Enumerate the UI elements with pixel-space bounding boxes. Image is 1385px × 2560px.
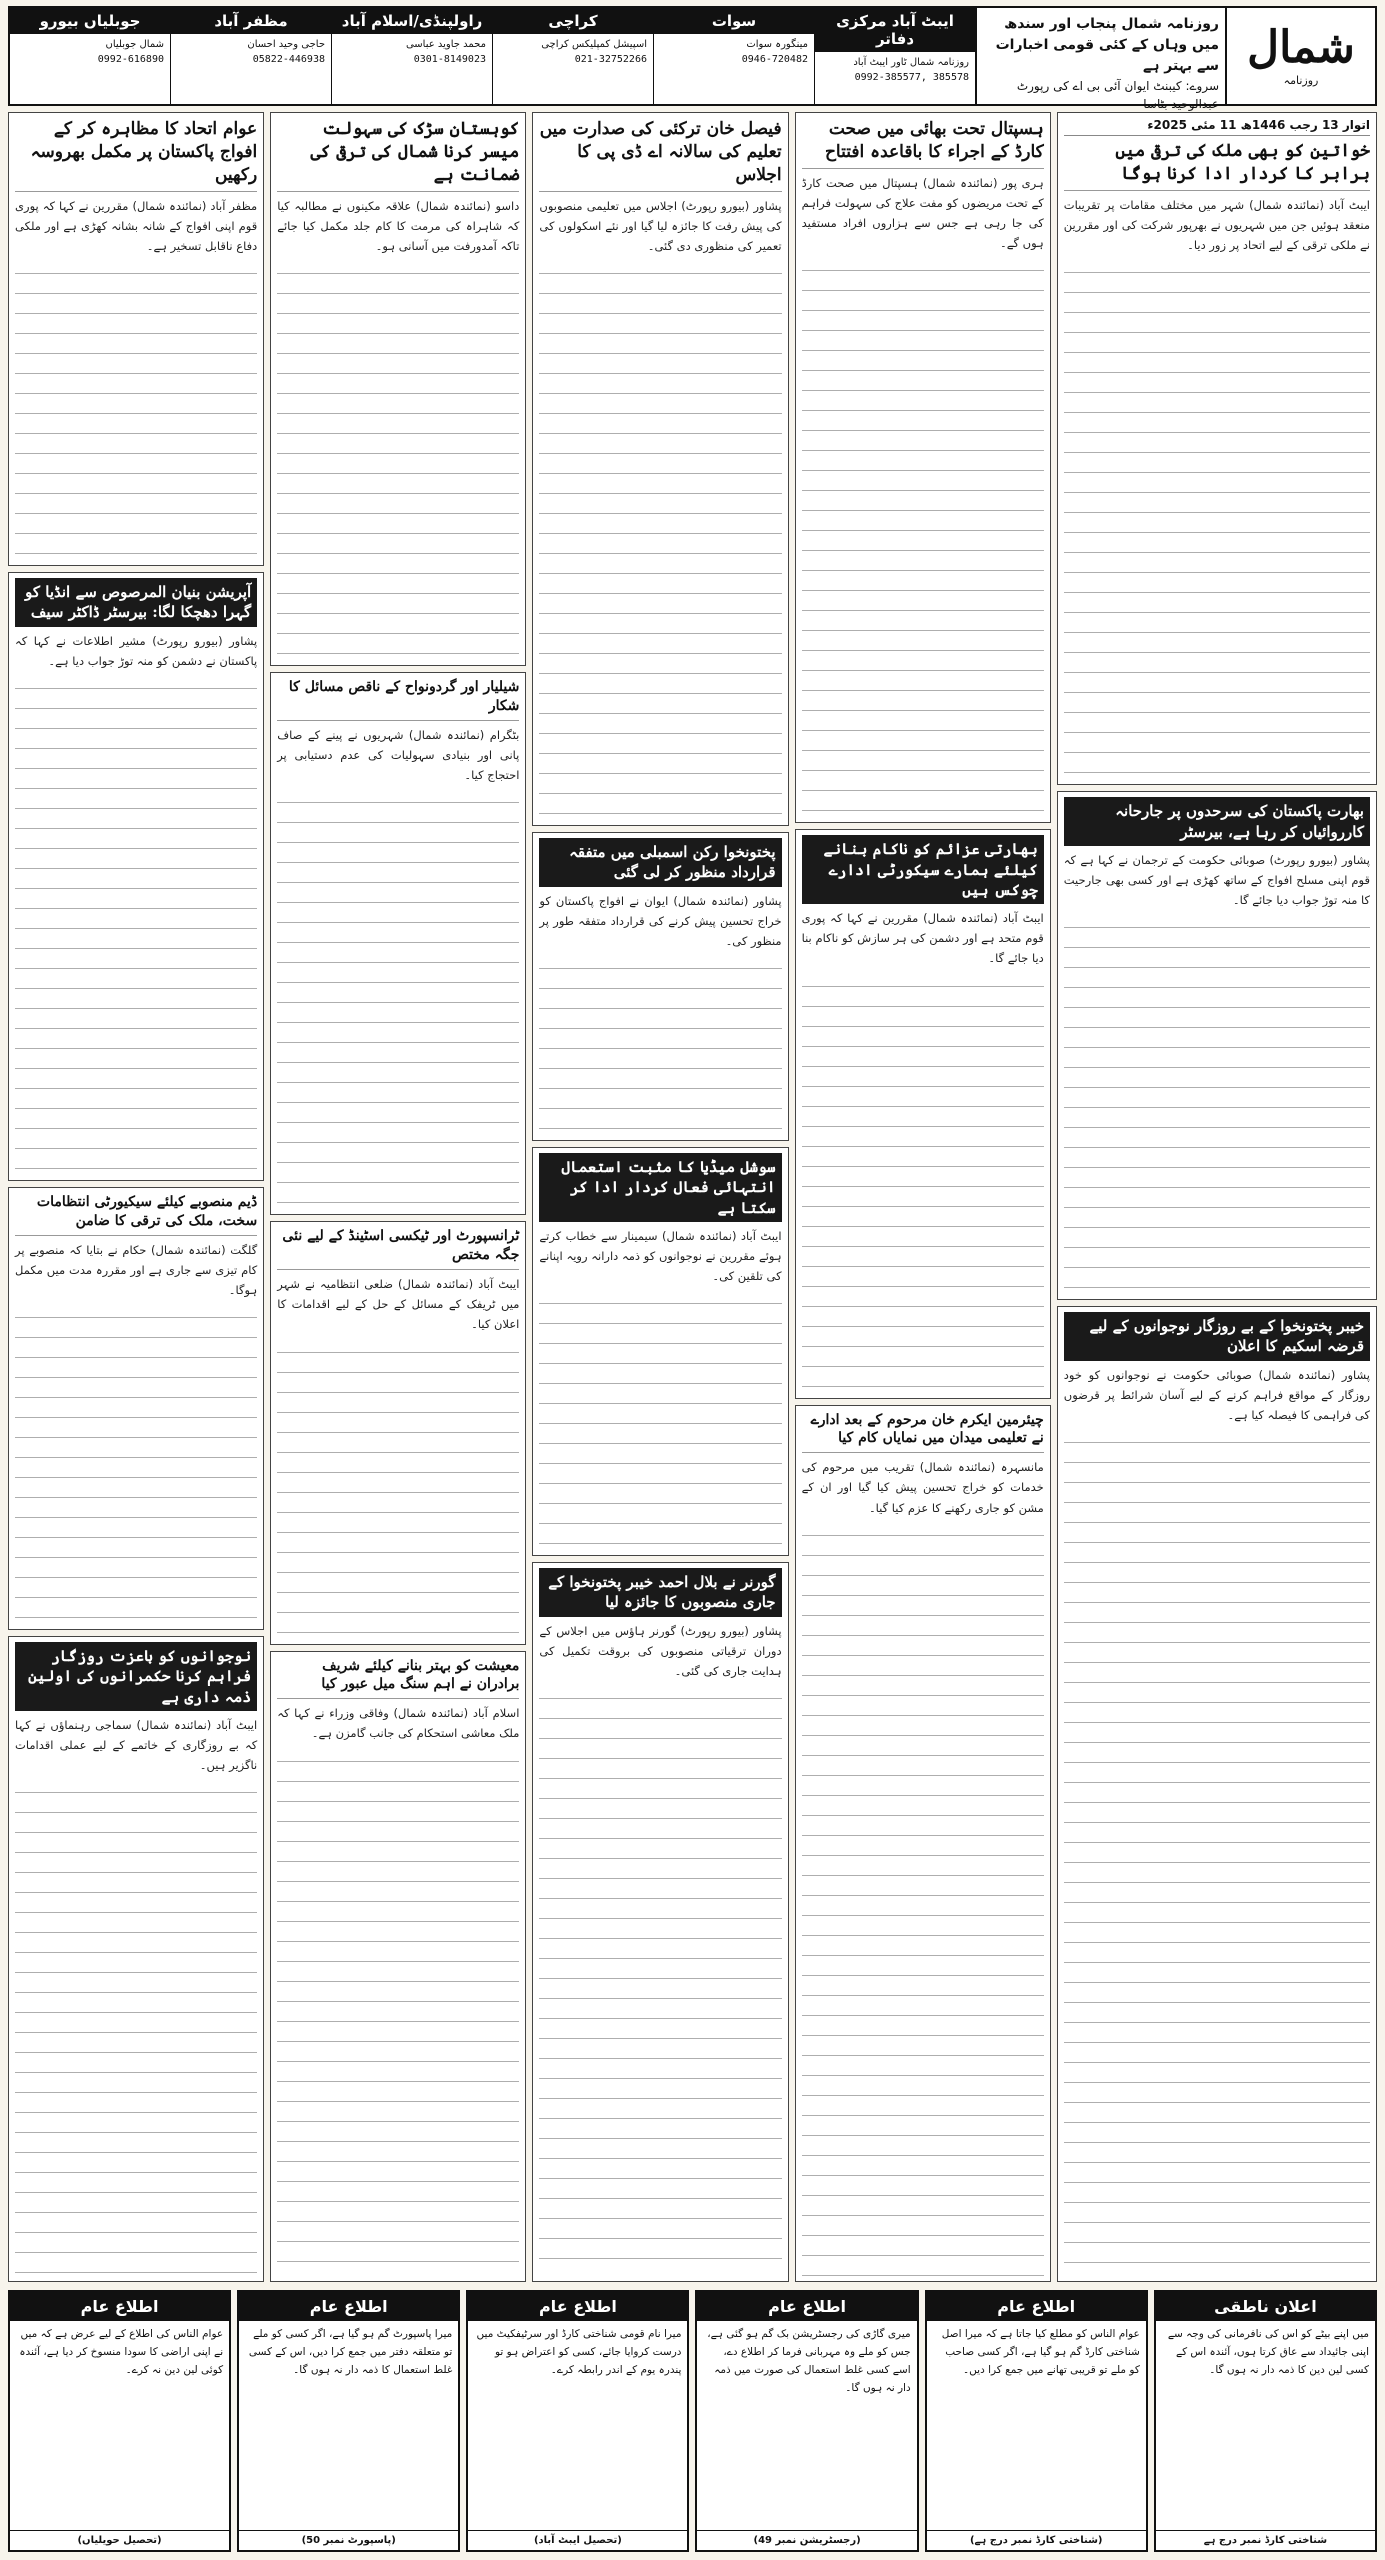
column-1 [1057,112,1377,2282]
office-phone: 05822-446938 [252,53,325,65]
intro-line-1: روزنامہ شمال پنجاب اور سندھ میں وہاں کے کئی قومی اخبارات سے بہتر ہے [995,16,1219,74]
office-title: جوبلیاں بیورو [10,8,170,34]
story-text-lines [277,260,519,660]
story-headline: ہسپتال تحت بھائی میں صحت کارڈ کے اجراء کا باقاعدہ افتتاح [802,118,1044,169]
story-headline: سوشل میڈیا کا مثبت استعمال انتہائی فعال کردار ادا کر سکتا ہے [539,1153,781,1222]
classified-ad [8,2290,231,2552]
column-5 [8,112,264,2282]
office-phone: 0301-8149023 [413,53,486,65]
ad-body: میں اپنے بیٹے کو اس کی نافرمانی کی وجہ سے اپنی جائیداد سے عاق کرتا ہوں، آئندہ اس کے کسی لین دین کا ذمہ دار نہ ہوں گا۔ [1167,2328,1369,2376]
ad-footer: (پاسپورٹ نمبر 50) [239,2530,458,2550]
story-text-lines [15,675,257,1175]
classified-ad [925,2290,1148,2552]
classified-ad [466,2290,689,2552]
story-headline: پختونخوا رکن اسمبلی میں متفقہ قرارداد منظور کر لی گئی [539,838,781,887]
ad-title: اطلاع عام [239,2292,458,2321]
office-title: سوات [654,8,814,34]
ad-title: اطلاع عام [697,2292,916,2321]
office-address: اسپیشل کمپلیکس کراچی [541,39,647,50]
story-body: ہری پور (نمائندہ شمال) ہسپتال میں صحت کارڈ کے تحت مریضوں کو مفت علاج کی سہولت فراہم کی جا رہی ہے جس سے ہزاروں افراد مستفید ہوں گے۔ [801,175,1044,251]
newspaper-logo: شمال [1247,21,1355,73]
story-text-lines [15,1779,257,2276]
story-text-lines [1064,1429,1370,2276]
story-text-lines [277,1748,519,2276]
story-text-lines [1064,259,1370,779]
story-body: پشاور (بیورو رپورٹ) اجلاس میں تعلیمی منصوبوں کی پیش رفت کا جائزہ لیا گیا اور نئے اسکولوں کی تعمیر کی منظوری دی گئی۔ [539,198,782,254]
story-text-lines [539,1685,781,2276]
story-headline: نوجوانوں کو باعزت روزگار فراہم کرنا حکمرانوں کی اولین ذمہ داری ہے [15,1642,257,1711]
ad-title: اطلاع عام [10,2292,229,2321]
news-story [8,572,264,1181]
masthead [8,6,1377,111]
story-headline: بھارت پاکستان کی سرحدوں پر جارحانہ کارروائیاں کر رہا ہے، بیرسٹر [1064,797,1370,846]
office-address: مینگورہ سوات [746,39,808,50]
office-address: محمد جاوید عباسی [405,39,486,50]
story-body: ایبٹ آباد (نمائندہ شمال) سماجی رہنماؤں نے کہا کہ بے روزگاری کے خاتمے کے لیے عملی اقدامات ناگزیر ہیں۔ [15,1717,258,1773]
office-block [492,8,653,104]
story-headline: ٹرانسپورٹ اور ٹیکسی اسٹینڈ کے لیے نئی جگہ مختص [277,1227,519,1270]
story-headline: معیشت کو بہتر بنانے کیلئے شریف برادران نے اہم سنگ میل عبور کیا [277,1657,519,1700]
story-text-lines [539,260,781,820]
story-text-lines [1064,914,1370,1294]
office-block [170,8,331,104]
classified-ad [1154,2290,1377,2552]
story-body: بٹگرام (نمائندہ شمال) شہریوں نے پینے کے صاف پانی اور بنیادی سہولیات کی عدم دستیابی پر احتجاج کیا۔ [277,727,520,783]
office-address: حاجی وحید احسان [247,39,325,50]
ad-title: اعلان ناطقی [1156,2292,1375,2321]
story-body: ایبٹ آباد (نمائندہ شمال) مقررین نے کہا کہ پوری قوم متحد ہے اور دشمن کی ہر سازش کو ناکام بنا دیا جائے گا۔ [801,911,1044,966]
ad-footer: شناختی کارڈ نمبر درج ہے [1156,2530,1375,2550]
story-body: پشاور (نمائندہ شمال) صوبائی حکومت نے نوجوانوں کو خود روزگار کے مواقع فراہم کرنے کے لیے آسان شرائط پر قرضوں کی فراہمی کا فیصلہ کیا ہے۔ [1063,1367,1370,1422]
story-text-lines [802,257,1044,817]
story-text-lines [802,973,1044,1393]
logo-box [1225,8,1375,104]
office-title: ایبٹ آباد مرکزی دفاتر [815,8,975,52]
ad-body: عوام الناس کی اطلاع کے لیے عرض ہے کہ میں نے اپنی اراضی کا سودا منسوخ کر دیا ہے، آئندہ کوئی لین دین نہ کرے۔ [19,2328,224,2376]
office-phone: 021-32752266 [574,53,647,65]
story-text-lines [15,260,257,560]
story-text-lines [802,1522,1044,2276]
story-headline: خواتین کو بھی ملک کی ترقی میں برابر کا کردار ادا کرنا ہوگا [1064,140,1370,191]
news-story [795,829,1051,1398]
column-3 [532,112,788,2282]
story-body: پشاور (بیورو رپورٹ) صوبائی حکومت کے ترجمان نے کہا ہے کہ قوم اپنی مسلح افواج کے ساتھ کھڑی ہے اور کسی بھی جارحیت کا منہ توڑ جواب دیا جائے گا۔ [1063,852,1370,907]
news-story [795,112,1051,823]
news-story [532,112,788,826]
ad-footer: (شناختی کارڈ نمبر درج ہے) [927,2530,1146,2550]
story-headline: چیئرمین ایکرم خان مرحوم کے بعد ادارے نے تعلیمی میدان میں نمایاں کام کیا [802,1411,1044,1454]
news-story [1057,112,1377,785]
story-body: پشاور (بیورو رپورٹ) گورنر ہاؤس میں اجلاس کے دوران ترقیاتی منصوبوں کی بروقت تکمیل کی ہدایت جاری کی گئی۔ [539,1623,782,1678]
news-story [8,1636,264,2282]
news-story [795,1405,1051,2283]
story-body: ایبٹ آباد (نمائندہ شمال) سیمینار سے خطاب کرتے ہوئے مقررین نے نوجوانوں کو ذمہ دارانہ رویہ اپنانے کی تلقین کی۔ [539,1228,782,1284]
news-story [8,112,264,566]
classified-ads-row [8,2290,1377,2552]
classified-ad [237,2290,460,2552]
ad-body: عوام الناس کو مطلع کیا جاتا ہے کہ میرا اصل شناختی کارڈ گم ہو گیا ہے، اگر کسی صاحب کو ملے تو قریبی تھانے میں جمع کرا دیں۔ [941,2328,1140,2376]
story-body: گلگت (نمائندہ شمال) حکام نے بتایا کہ منصوبے پر کام تیزی سے جاری ہے اور مقررہ مدت میں مکمل ہوگا۔ [15,1242,258,1297]
office-title: کراچی [493,8,653,34]
news-story [270,112,526,666]
news-story [532,1562,788,2282]
story-headline: ڈیم منصوبے کیلئے سیکیورٹی انتظامات سخت، ملک کی ترقی کا ضامن [15,1193,257,1236]
story-headline: کوہستان سڑک کی سہولت میسر کرنا شمال کی ترقی کی ضمانت ہے [277,118,519,192]
masthead-intro [975,8,1225,111]
office-address: شمال جوبلیاں [105,39,164,50]
news-story [532,1147,788,1556]
story-text-lines [539,1290,781,1550]
story-body: مظفر آباد (نمائندہ شمال) مقررین نے کہا کہ پوری قوم اپنی افواج کے شانہ بشانہ کھڑی ہے اور ملکی دفاع ناقابل تسخیر ہے۔ [15,198,258,254]
office-block [653,8,814,104]
story-body: مانسہرہ (نمائندہ شمال) تقریب میں مرحوم کی خدمات کو خراج تحسین پیش کیا گیا اور ان کے مشن کو جاری رکھنے کا عزم کیا گیا۔ [801,1460,1044,1515]
story-body: اسلام آباد (نمائندہ شمال) وفاقی وزراء نے کہا کہ ملک معاشی استحکام کی جانب گامزن ہے۔ [277,1706,520,1741]
ad-body: میرا پاسپورٹ گم ہو گیا ہے، اگر کسی کو ملے تو متعلقہ دفتر میں جمع کرا دیں، اس کے کسی غلط استعمال کا ذمہ دار نہ ہوں گا۔ [248,2328,453,2376]
story-headline: گورنر نے بلال احمد خیبر پختونخوا کے جاری منصوبوں کا جائزہ لیا [539,1568,781,1617]
office-title: مظفر آباد [171,8,331,34]
story-body: پشاور (بیورو رپورٹ) مشیر اطلاعات نے کہا کہ پاکستان نے دشمن کو منہ توڑ جواب دیا ہے۔ [15,633,258,668]
office-block [10,8,170,104]
logo-subtitle: روزنامہ [1283,73,1319,87]
office-block [331,8,492,104]
ad-footer: (تحصیل حویلیاں) [10,2530,229,2550]
story-headline: فیصل خان ترکئی کی صدارت میں تعلیم کی سالانہ اے ڈی پی کا اجلاس [539,118,781,192]
news-story [1057,1306,1377,2282]
office-phone: 0992-385577, 385578 [854,71,969,83]
story-body: ایبٹ آباد (نمائندہ شمال) شہر میں مختلف مقامات پر تقریبات منعقد ہوئیں جن میں شہریوں نے بھرپور شرکت کی اور مقررین نے ملکی ترقی کے لیے اتحاد پر زور دیا۔ [1063,197,1370,253]
story-text-lines [277,1339,519,1639]
news-columns [8,112,1377,2282]
ad-title: اطلاع عام [927,2292,1146,2321]
ad-footer: (رجسٹریشن نمبر 49) [697,2530,916,2550]
news-story [532,832,788,1141]
news-story [270,1651,526,2283]
story-body: داسو (نمائندہ شمال) علاقہ مکینوں نے مطالبہ کیا کہ شاہراہ کی مرمت کا کام جلد مکمل کیا جائے تاکہ آمدورفت میں آسانی ہو۔ [277,198,520,254]
ad-title: اطلاع عام [468,2292,687,2321]
office-phone: 0946-720482 [741,53,808,65]
column-2 [795,112,1051,2282]
story-text-lines [539,955,781,1135]
issue-date: اتوار 13 رجب 1446ھ 11 مئی 2025ء [1064,118,1370,136]
news-story [1057,791,1377,1300]
ad-body: میرا نام قومی شناختی کارڈ اور سرٹیفکیٹ میں درست کروایا جائے، کسی کو اعتراض ہو تو پندرہ یوم کے اندر رابطہ کرے۔ [476,2328,682,2376]
story-text-lines [15,1304,257,1624]
intro-line-3: عبدالوحید بٹاسا [1143,97,1219,111]
ad-body: میری گاڑی کی رجسٹریشن بک گم ہو گئی ہے، جس کو ملے وہ مہربانی فرما کر اطلاع دے، اسے کسی غلط استعمال کی صورت میں ذمہ دار نہ ہوں گا۔ [707,2328,911,2394]
office-phone: 0992-616890 [97,53,164,65]
story-body: ایبٹ آباد (نمائندہ شمال) ضلعی انتظامیہ نے شہر میں ٹریفک کے مسائل کے حل کے لیے اقدامات کا اعلان کیا۔ [277,1277,520,1332]
story-headline: آپریشن بنیان المرصوص سے انڈیا کو گہرا دھچکا لگا: بیرسٹر ڈاکٹر سیف [15,578,257,627]
classified-ad [695,2290,918,2552]
story-headline: خیبر پختونخوا کے بے روزگار نوجوانوں کے لیے قرضہ اسکیم کا اعلان [1064,1312,1370,1361]
story-headline: بھارتی عزائم کو ناکام بنانے کیلئے ہمارے سیکورٹی ادارے چوکس ہیں [802,835,1044,904]
news-story [270,672,526,1215]
story-headline: شیلیار اور گردونواح کے ناقص مسائل کا شکار [277,678,519,721]
intro-line-2: سروے: کیبنٹ ایوان آئی بی اے کی رپورٹ [1016,79,1219,93]
story-body: پشاور (نمائندہ شمال) ایوان نے افواج پاکستان کو خراج تحسین پیش کرنے کی قرارداد متفقہ طور پر منظور کی۔ [539,893,782,948]
news-story [8,1187,264,1630]
story-headline: عوام اتحاد کا مظاہرہ کر کے افواج پاکستان پر مکمل بھروسہ رکھیں [15,118,257,192]
office-block [814,8,975,104]
ad-footer: (تحصیل ایبٹ آباد) [468,2530,687,2550]
column-4 [270,112,526,2282]
news-story [270,1221,526,1644]
office-address: روزنامہ شمال ٹاور ایبٹ آباد [853,57,969,68]
story-text-lines [277,789,519,1209]
office-title: راولپنڈی/اسلام آباد [332,8,492,34]
